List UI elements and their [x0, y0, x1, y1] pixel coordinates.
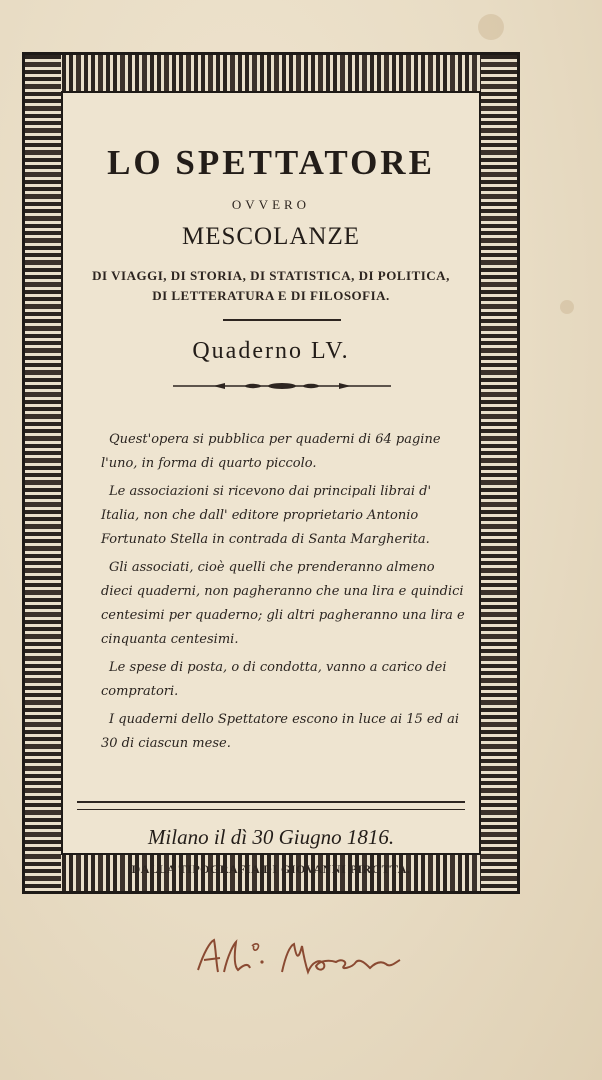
ornamental-rule [173, 382, 391, 388]
subtitle-line-1: DI VIAGGI, DI STORIA, DI STATISTICA, DI POLITICA, [92, 268, 450, 283]
ovvero-line: OVVERO [231, 197, 311, 212]
notice-text [101, 428, 465, 760]
double-rule [77, 801, 465, 810]
ornamental-border-top [25, 55, 517, 91]
printer-line: DALLA TIPOGRAFIA DI GIOVANNI PIROTTA. [131, 862, 411, 876]
notice-paragraph: Le associazioni si ricevono dai principali librai d' Italia, non che dall' editore proprietario Antonio Fortunato Stella in contrada di Santa Margherita. [101, 484, 432, 547]
title-panel [61, 91, 481, 876]
divider-rule [223, 319, 341, 321]
notice-paragraph: I quaderni dello Spettatore escono in luce ai 15 ed ai 30 di ciascun mese. [101, 712, 459, 751]
notice-paragraph: Quest'opera si pubblica per quaderni di 64 pagine l'uno, in forma di quarto piccolo. [101, 432, 441, 471]
ornamental-border-left [25, 55, 61, 891]
subtitle: MESCOLANZE [181, 223, 361, 250]
notice-paragraph: Gli associati, cioè quelli che prenderanno almeno dieci quaderni, non pagheranno che una lira e quindici centesimi per quaderno; gli altri pagheranno una lira e cinquanta centesimi. [101, 560, 465, 647]
imprint-date: Milano il dì 30 Giugno 1816. [147, 825, 395, 849]
subtitle-line-2: DI LETTERATURA E DI FILOSOFIA. [152, 288, 390, 303]
handwritten-signature [190, 932, 420, 982]
paper-stain [478, 14, 504, 40]
issue-number: Quaderno LV. [192, 338, 350, 364]
journal-title: LO SPETTATORE [107, 143, 435, 182]
paper-stain [560, 300, 574, 314]
notice-paragraph: Le spese di posta, o di condotta, vanno a carico dei compratori. [101, 660, 447, 699]
title-page-frame [22, 52, 520, 894]
ornamental-border-right [481, 55, 517, 891]
